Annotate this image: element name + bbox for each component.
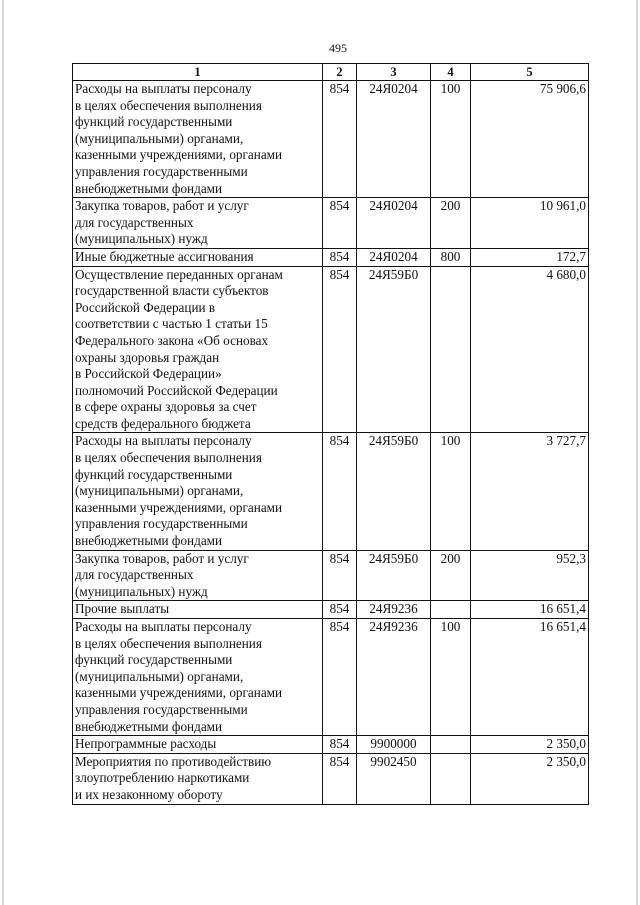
row-ved: 854 xyxy=(323,601,357,619)
row-csr: 24Я9236 xyxy=(357,619,431,736)
table-row xyxy=(73,266,589,433)
row-amount: 16 651,4 xyxy=(471,619,589,736)
page-number: 495 xyxy=(329,41,347,55)
row-vr xyxy=(431,736,471,754)
row-amount: 75 906,6 xyxy=(471,81,589,198)
row-ved: 854 xyxy=(323,433,357,550)
row-description: Осуществление переданных органам государственной власти субъектов Российской Федерации в соответствии с частью 1 статьи 15 Федерального закона «Об основах охраны здоровья граждан в Российской Федерации» полномочий Российской Федерации в сфере охраны здоровья за счет средств федерального бюджета xyxy=(73,266,323,433)
row-description: Расходы на выплаты персоналу в целях обеспечения выполнения функций государственными (муниципальными) органами, казенными учреждениями, органами управления государственными внебюджетными фондами xyxy=(73,433,323,550)
row-vr: 200 xyxy=(431,550,471,601)
scan-edge-right xyxy=(636,0,638,905)
row-csr: 24Я59Б0 xyxy=(357,266,431,433)
row-ved: 854 xyxy=(323,753,357,804)
header-col-2: 2 xyxy=(323,64,357,81)
row-csr: 24Я59Б0 xyxy=(357,550,431,601)
table-row xyxy=(73,601,589,619)
table-row xyxy=(73,753,589,804)
row-vr xyxy=(431,753,471,804)
row-csr: 24Я0204 xyxy=(357,198,431,249)
row-vr: 200 xyxy=(431,198,471,249)
row-vr: 100 xyxy=(431,433,471,550)
row-vr: 100 xyxy=(431,81,471,198)
row-csr: 24Я59Б0 xyxy=(357,433,431,550)
row-ved: 854 xyxy=(323,266,357,433)
row-ved: 854 xyxy=(323,550,357,601)
row-amount: 952,3 xyxy=(471,550,589,601)
row-ved: 854 xyxy=(323,619,357,736)
row-csr: 24Я0204 xyxy=(357,248,431,266)
row-description: Непрограммные расходы xyxy=(73,736,323,754)
table-row xyxy=(73,736,589,754)
row-amount: 2 350,0 xyxy=(471,736,589,754)
row-vr xyxy=(431,601,471,619)
row-amount: 10 961,0 xyxy=(471,198,589,249)
row-description: Прочие выплаты xyxy=(73,601,323,619)
row-description: Закупка товаров, работ и услуг для государственных (муниципальных) нужд xyxy=(73,198,323,249)
row-csr: 9902450 xyxy=(357,753,431,804)
row-ved: 854 xyxy=(323,248,357,266)
row-ved: 854 xyxy=(323,81,357,198)
table-header-row xyxy=(73,64,589,81)
row-ved: 854 xyxy=(323,736,357,754)
row-csr: 9900000 xyxy=(357,736,431,754)
header-col-5: 5 xyxy=(471,64,589,81)
row-ved: 854 xyxy=(323,198,357,249)
row-amount: 172,7 xyxy=(471,248,589,266)
table-row xyxy=(73,619,589,736)
row-amount: 3 727,7 xyxy=(471,433,589,550)
row-amount: 2 350,0 xyxy=(471,753,589,804)
table-row xyxy=(73,81,589,198)
row-csr: 24Я9236 xyxy=(357,601,431,619)
table-row xyxy=(73,198,589,249)
row-description: Иные бюджетные ассигнования xyxy=(73,248,323,266)
row-description: Закупка товаров, работ и услуг для государственных (муниципальных) нужд xyxy=(73,550,323,601)
header-col-1: 1 xyxy=(73,64,323,81)
row-vr: 800 xyxy=(431,248,471,266)
header-col-4: 4 xyxy=(431,64,471,81)
row-csr: 24Я0204 xyxy=(357,81,431,198)
table-row xyxy=(73,433,589,550)
row-description: Расходы на выплаты персоналу в целях обеспечения выполнения функций государственными (муниципальными) органами, казенными учреждениями, органами управления государственными внебюджетными фондами xyxy=(73,619,323,736)
row-vr: 100 xyxy=(431,619,471,736)
table-row xyxy=(73,248,589,266)
row-description: Расходы на выплаты персоналу в целях обеспечения выполнения функций государственными (муниципальными) органами, казенными учреждениями, органами управления государственными внебюджетными фондами xyxy=(73,81,323,198)
row-vr xyxy=(431,266,471,433)
row-amount: 16 651,4 xyxy=(471,601,589,619)
row-description: Мероприятия по противодействию злоупотреблению наркотиками и их незаконному обороту xyxy=(73,753,323,804)
scan-edge-left xyxy=(2,0,4,905)
row-amount: 4 680,0 xyxy=(471,266,589,433)
header-col-3: 3 xyxy=(357,64,431,81)
budget-table xyxy=(72,63,589,805)
table-row xyxy=(73,550,589,601)
